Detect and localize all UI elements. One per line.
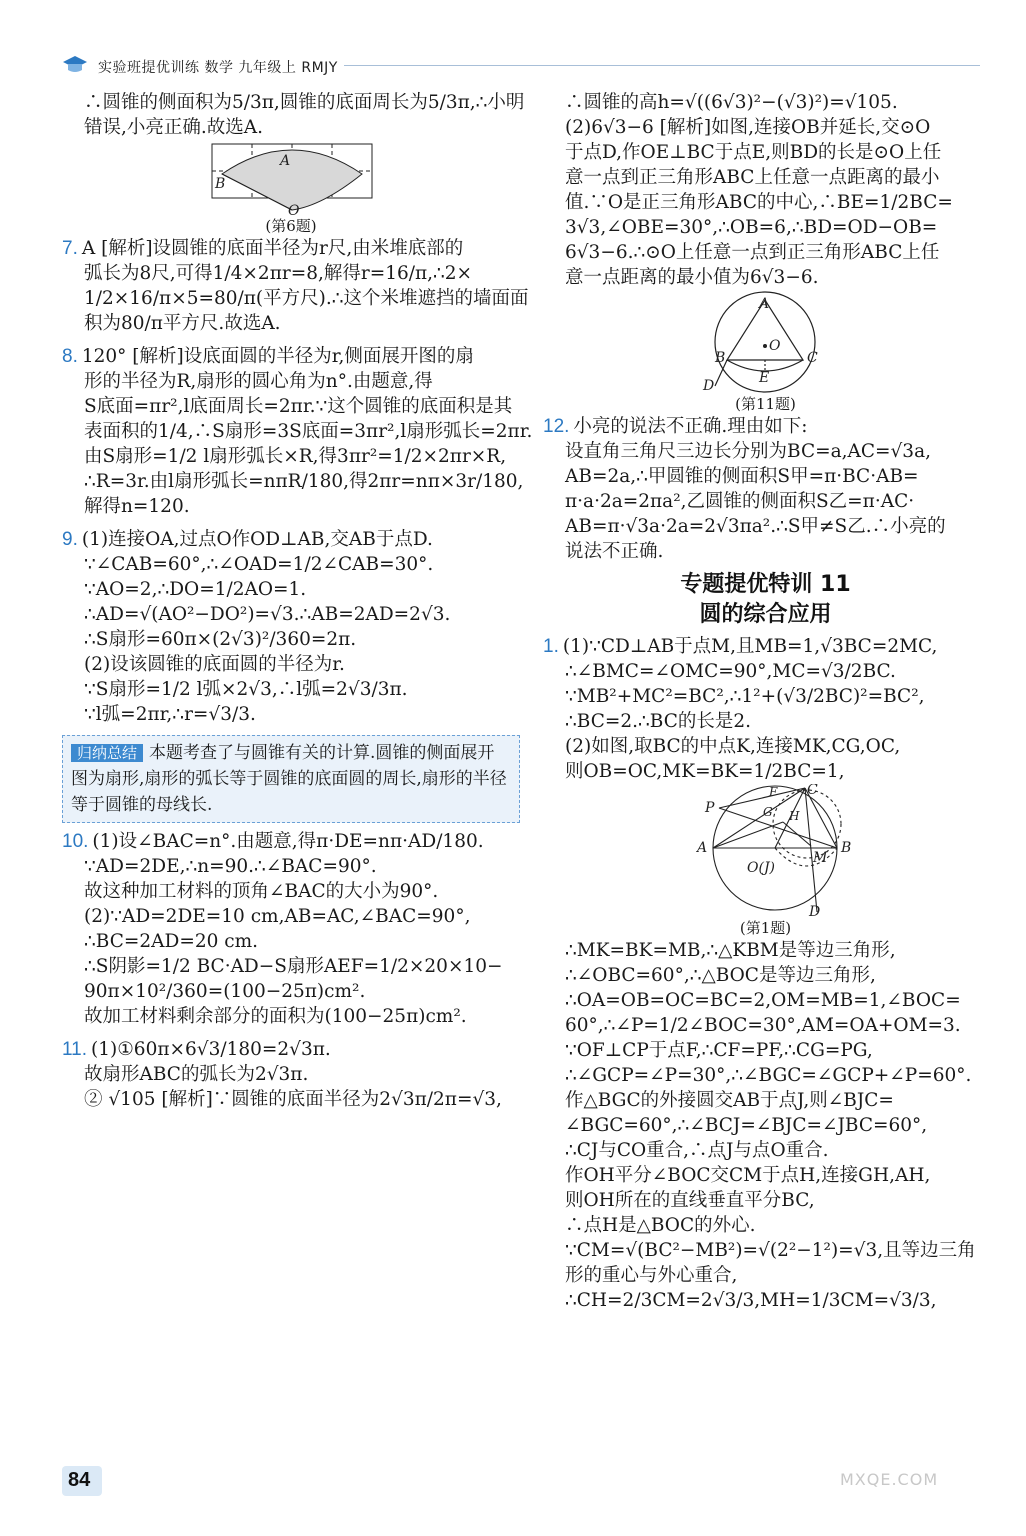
figure-11 (543, 290, 988, 394)
text-line: 形的半径为R,扇形的圆心角为n°.由题意,得 (84, 371, 433, 392)
summary-box (62, 735, 520, 823)
page-number (62, 1466, 102, 1496)
text-line: ∴AD=√(AO²−DO²)=√3.∴AB=2AD=2√3. (84, 604, 451, 625)
text-line: ∴S阴影=1/2 BC·AD−S扇形AEF=1/2×20×10− (84, 956, 503, 977)
text-line: ∵OF⊥CP于点F,∴CF=PF,∴CG=PG, (565, 1040, 873, 1061)
text-line: ∴圆锥的侧面积为5/3π,圆锥的底面周长为5/3π,∴小明 (84, 92, 525, 113)
text-line: ∴CJ与CO重合,∴点J与点O重合. (565, 1140, 829, 1161)
label-a: A (280, 153, 291, 169)
text-line: 作△BGC的外接圆交AB于点J,则∠BJC= (565, 1090, 894, 1111)
text-line: (2)∵AD=2DE=10 cm,AB=AC,∠BAC=90°, (84, 906, 471, 927)
text-line: 则OB=OC,MK=BK=1/2BC=1, (565, 761, 845, 782)
label-oj: O(J) (747, 860, 776, 876)
text-line: (1)设∠BAC=n°.由题意,得π·DE=nπ·AD/180. (92, 831, 484, 852)
text-line: 由S扇形=1/2 l扇形弧长×R,得3πr²=1/2×2πr×R, (84, 446, 507, 467)
label-c: C (807, 350, 818, 366)
label-p: P (705, 800, 715, 816)
text-line: (2)如图,取BC的中点K,连接MK,CG,OC, (565, 736, 901, 757)
text-line: ∴MK=BK=MB,∴△KBM是等边三角形, (565, 940, 896, 961)
text-line: 90π×10²/360=(100−25π)cm². (84, 981, 366, 1002)
text-line: ∴点H是△BOC的外心. (565, 1215, 756, 1236)
section-title (543, 570, 988, 630)
text-line: ∴圆锥的高h=√((6√3)²−(√3)²)=√105. (565, 92, 898, 113)
text-line: 则OH所在的直线垂直平分BC, (565, 1190, 815, 1211)
text-line: π·a·2a=2πa²,乙圆锥的侧面积S乙=π·AC· (565, 491, 915, 512)
text-line: ∵AD=2DE,∴n=90.∴∠BAC=90°. (84, 856, 377, 877)
graduation-cap-icon (62, 54, 88, 76)
label-o: O (769, 338, 781, 354)
text-line: (2)6√3−6 [解析]如图,连接OB并延长,交⊙O (565, 117, 931, 138)
text-line: (1)连接OA,过点O作OD⊥AB,交AB于点D. (81, 529, 433, 550)
text-line: ∵l弧=2πr,∴r=√3/3. (84, 704, 256, 725)
text-line: ∵CM=√(BC²−MB²)=√(2²−1²)=√3,且等边三角 (565, 1240, 976, 1261)
section-title-line-2: 圆的综合应用 (699, 602, 832, 627)
question-number: 9. (62, 529, 78, 550)
text-line: (2)设该圆锥的底面圆的半径为r. (84, 654, 345, 675)
header-rule (344, 65, 980, 66)
text-line: 故这种加工材料的顶角∠BAC的大小为90°. (84, 881, 439, 902)
label-a: A (759, 296, 770, 312)
label-g: G (763, 805, 773, 819)
text-line: (1)∵CD⊥AB于点M,且MB=1,√3BC=2MC, (562, 636, 938, 657)
label-b: B (841, 840, 852, 856)
section-title-line-1: 专题提优特训 11 (680, 572, 851, 597)
text-line: ∴∠BMC=∠OMC=90°,MC=√3/2BC. (565, 661, 896, 682)
text-line: 错误,小亮正确.故选A. (84, 117, 264, 138)
label-o: O (288, 203, 300, 216)
text-line: ∵MB²+MC²=BC²,∴1²+(√3/2BC)²=BC², (565, 686, 925, 707)
text-line: 3√3,∠OBE=30°,∴OB=6,∴BD=OD−OB= (565, 217, 938, 238)
text-line: ② √105 [解析]∵圆锥的底面半径为2√3π/2π=√3, (84, 1089, 502, 1110)
text-line: 故加工材料剩余部分的面积为(100−25π)cm². (84, 1006, 467, 1027)
label-b: B (215, 176, 226, 192)
text-line: 120° [解析]设底面圆的半径为r,侧面展开图的扇 (81, 346, 474, 367)
text-line: 60°,∴∠P=1/2∠BOC=30°,AM=OA+OM=3. (565, 1015, 961, 1036)
text-line: ∴S扇形=60π×(2√3)²/360=2π. (84, 629, 357, 650)
text-line: 于点D,作OE⊥BC于点E,则BD的长是⊙O上任 (565, 142, 942, 163)
text-line: AB=2a,∴甲圆锥的侧面积S甲=π·BC·AB= (565, 466, 919, 487)
text-line: ∠BGC=60°,∴∠BCJ=∠BJC=∠JBC=60°, (565, 1115, 928, 1136)
book-title: 实验班提优训练 数学 九年级上 RMJY (98, 60, 338, 76)
text-line: 解得n=120. (84, 496, 190, 517)
figure-6 (62, 140, 520, 216)
right-column (543, 90, 988, 1313)
text-line: 作OH平分∠BOC交CM于点H,连接GH,AH, (565, 1165, 931, 1186)
text-line: 积为80/π平方尺.故选A. (84, 313, 281, 334)
text-line: ∵∠CAB=60°,∴∠OAD=1/2∠CAB=30°. (84, 554, 434, 575)
summary-label: 归纳总结 (71, 744, 143, 762)
text-line: 小亮的说法不正确.理由如下: (573, 416, 808, 437)
label-f: F (769, 785, 778, 799)
text-line: ∴BC=2.∴BC的长是2. (565, 711, 752, 732)
label-a: A (697, 840, 708, 856)
text-line: 意一点距离的最小值为6√3−6. (565, 267, 819, 288)
label-b: B (715, 350, 726, 366)
question-number: 8. (62, 346, 78, 367)
figure-1 (543, 784, 988, 918)
text-line: 形的重心与外心重合, (565, 1265, 738, 1286)
text-line: (1)①60π×6√3/180=2√3π. (91, 1039, 331, 1060)
question-number: 7. (62, 238, 78, 259)
label-c: C (807, 784, 818, 798)
text-line: 1/2×16/π×5=80/π(平方尺).∴这个米堆遮挡的墙面面 (84, 288, 529, 309)
text-line: 表面积的1/4,∴S扇形=3S底面=3πr²,l扇形弧长=2πr. (84, 421, 533, 442)
text-line: 值.∵O是正三角形ABC的中心,∴BE=1/2BC= (565, 192, 953, 213)
left-column (62, 90, 533, 1112)
label-m: M (813, 850, 828, 866)
text-line: ∴CH=2/3CM=2√3/3,MH=1/3CM=√3/3, (565, 1290, 937, 1311)
watermark: MXQE.COM (840, 1470, 939, 1489)
page-header (62, 52, 982, 80)
text-line: 说法不正确. (565, 541, 664, 562)
text-line: 设直角三角尺三边长分别为BC=a,AC=√3a, (565, 441, 931, 462)
figure-caption: (第1题) (739, 919, 792, 937)
text-line: ∴BC=2AD=20 cm. (84, 931, 259, 952)
text-line: ∴R=3r.由l扇形弧长=nπR/180,得2πr=nπ×3r/180, (84, 471, 524, 492)
question-number: 10. (62, 831, 89, 852)
label-h: H (789, 809, 800, 823)
summary-text: 本题考查了与圆锥有关的计算.圆锥的侧面展开图为扇形,扇形的弧长等于圆锥的底面圆的周长,扇形的半径等于圆锥的母线长. (71, 743, 507, 815)
question-number: 11. (62, 1039, 88, 1060)
question-number: 12. (543, 416, 570, 437)
page-number-text: 84 (68, 1469, 91, 1491)
text-line: ∵S扇形=1/2 l弧×2√3,∴l弧=2√3/3π. (84, 679, 408, 700)
text-line: ∴∠OBC=60°,∴△BOC是等边三角形, (565, 965, 876, 986)
label-d: D (809, 904, 821, 918)
text-line: ∵AO=2,∴DO=1/2AO=1. (84, 579, 307, 600)
text-line: A [解析]设圆锥的底面半径为r尺,由米堆底部的 (81, 238, 464, 259)
figure-caption: (第6题) (265, 217, 317, 235)
text-line: ∴∠GCP=∠P=30°,∴∠BGC=∠GCP+∠P=60°. (565, 1065, 972, 1086)
text-line: 6√3−6.∴⊙O上任意一点到正三角形ABC上任 (565, 242, 940, 263)
label-d: D (703, 378, 715, 394)
text-line: S底面=πr²,l底面周长=2πr.∵这个圆锥的底面积是其 (84, 396, 513, 417)
label-e: E (759, 370, 770, 386)
text-line: ∴OA=OB=OC=BC=2,OM=MB=1,∠BOC= (565, 990, 961, 1011)
question-number: 1. (543, 636, 559, 657)
text-line: 故扇形ABC的弧长为2√3π. (84, 1064, 309, 1085)
text-line: 弧长为8尺,可得1/4×2πr=8,解得r=16/π,∴2× (84, 263, 473, 284)
figure-caption: (第11题) (735, 395, 796, 413)
text-line: AB=π·√3a·2a=2√3πa².∴S甲≠S乙.∴小亮的 (565, 516, 946, 537)
text-line: 意一点到正三角形ABC上任意一点距离的最小 (565, 167, 940, 188)
